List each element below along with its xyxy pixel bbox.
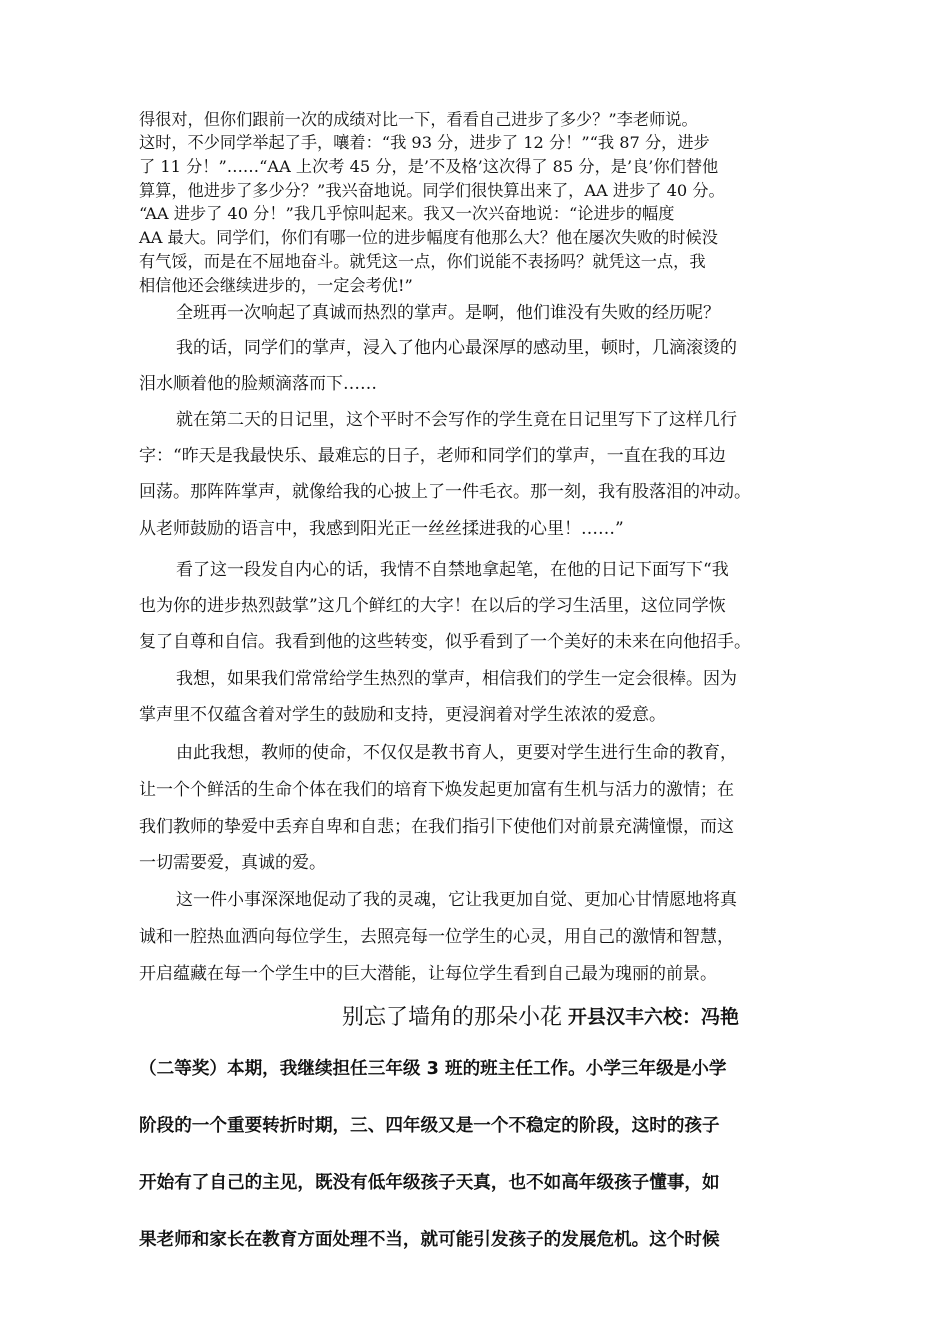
text-line: 阶段的一个重要转折时期，三、四年级又是一个不稳定的阶段，这时的孩子 [139,1116,720,1136]
text-line: 全班再一次响起了真诚而热烈的掌声。是啊，他们谁没有失败的经历呢？ [176,303,720,323]
text-line: 我想，如果我们常常给学生热烈的掌声，相信我们的学生一定会很棒。因为 [176,669,737,689]
text-line: 这一件小事深深地促动了我的灵魂，它让我更加自觉、更加心甘情愿地将真 [176,890,737,910]
text-line: 字：“昨天是我最快乐、最难忘的日子，老师和同学们的掌声，一直在我的耳边 [139,446,726,466]
text-line: 看了这一段发自内心的话，我情不自禁地拿起笔，在他的日记下面写下“我 [176,560,729,580]
text-line: 相信他还会继续进步的，一定会考优!” [139,276,413,295]
text-line: 掌声里不仅蕴含着对学生的鼓励和支持，更浸润着对学生浓浓的爱意。 [139,705,666,725]
text-line: AA 最大。同学们，你们有哪一位的进步幅度有他那么大？他在屡次失败的时候没 [139,228,718,247]
text-line: “AA 进步了 40 分！”我几乎惊叫起来。我又一次兴奋地说：“论进步的幅度 [139,204,675,223]
text-line: 这时，不少同学举起了手，嚷着：“我 93 分，进步了 12 分！”“我 87 分，进步 [139,133,710,152]
text-line: 了 11 分！”……“AA 上次考 45 分，是’不及格’这次得了 85 分，是’良’你们替他 [139,157,719,176]
text-line: 回荡。那阵阵掌声，就像给我的心披上了一件毛衣。那一刻，我有股落泪的冲动。 [139,482,751,502]
text-line: 诚和一腔热血洒向每位学生，去照亮每一位学生的心灵，用自己的激情和智慧， [139,927,734,947]
text-line: 也为你的进步热烈鼓掌”这几个鲜红的大字！在以后的学习生活里，这位同学恢 [139,596,726,616]
text-line: 开启蕴藏在每一个学生中的巨大潜能，让每位学生看到自己最为瑰丽的前景。 [139,964,717,984]
text-line: 我的话，同学们的掌声，浸入了他内心最深厚的感动里，顿时，几滴滚烫的 [176,338,737,358]
text-line: 复了自尊和自信。我看到他的这些转变，似乎看到了一个美好的未来在向他招手。 [139,632,751,652]
text-line: 让一个个鲜活的生命个体在我们的培育下焕发起更加富有生机与活力的激情；在 [139,780,734,800]
text-line: 得很对，但你们跟前一次的成绩对比一下，看看自己进步了多少？”李老师说。 [139,110,698,129]
text-line: 泪水顺着他的脸颊滴落而下…… [139,374,377,394]
text-line: 果老师和家长在教育方面处理不当，就可能引发孩子的发展危机。这个时候 [139,1230,720,1250]
text-line: 就在第二天的日记里，这个平时不会写作的学生竟在日记里写下了这样几行 [176,410,737,430]
text-line: 从老师鼓励的语言中，我感到阳光正一丝丝揉进我的心里！……” [139,519,624,539]
article-title: 别忘了墙角的那朵小花 [342,1005,563,1030]
text-line: 我们教师的挚爱中丢弃自卑和自悲；在我们指引下使他们对前景充满憧憬，而这 [139,817,734,837]
text-line: 一切需要爱，真诚的爱。 [139,853,326,873]
text-line: （二等奖）本期，我继续担任三年级 3 班的班主任工作。小学三年级是小学 [139,1059,727,1079]
text-line: 开始有了自己的主见，既没有低年级孩子天真，也不如高年级孩子懂事，如 [139,1173,720,1193]
text-line: 由此我想，教师的使命，不仅仅是教书育人，更要对学生进行生命的教育， [176,743,737,763]
text-line: 有气馁，而是在不屈地奋斗。就凭这一点，你们说能不表扬吗？就凭这一点，我 [139,252,706,271]
text-line: 算算，他进步了多少分？”我兴奋地说。同学们很快算出来了，AA 进步了 40 分。 [139,181,725,200]
article-author: 开县汉丰六校：冯艳 [568,1006,740,1028]
